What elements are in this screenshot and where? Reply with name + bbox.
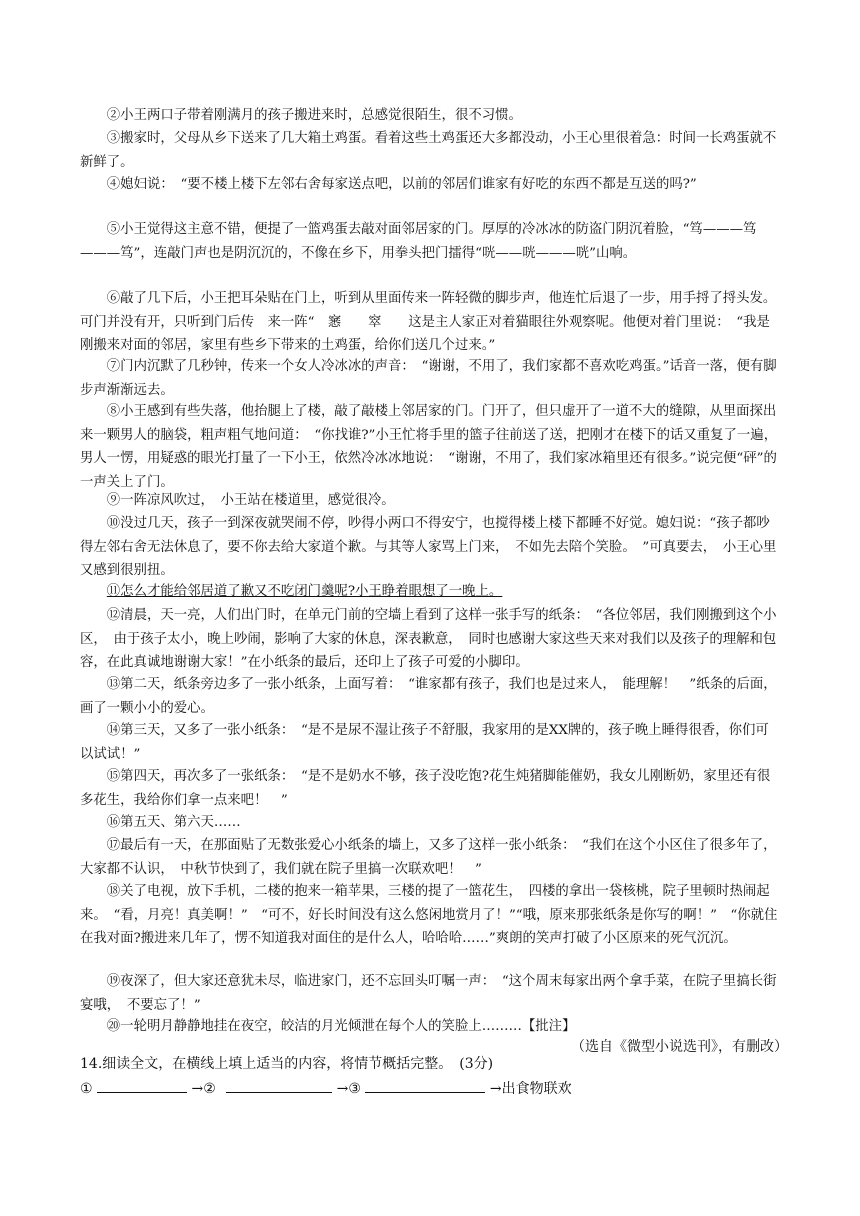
paragraph-6: ⑥敲了几下后，小王把耳朵贴在门上，听到从里面传来一阵轻微的脚步声，他连忙后退了一步，用手捋了捋头发。可门并没有开，只听到门后传 来一阵“ 窸 窣 这是主人家正对着猫眼往外观察呢。他便对着门里说： “我是刚搬来对面的邻居，家里有些乡下带来的土鸡蛋，给你们送几个过来。” (80, 291, 777, 353)
answer-blank-1[interactable] (97, 1078, 187, 1093)
blank-label-1: ① (80, 1081, 93, 1097)
blank-label-2: →② (191, 1081, 216, 1097)
blank-label-3: →③ (336, 1081, 361, 1097)
paragraph-18: ⑱关了电视，放下手机，二楼的抱来一箱苹果，三楼的提了一篮花生， 四楼的拿出一袋核桃，院子里顿时热闹起来。 “看，月亮！真美啊！” “可不，好长时间没有这么悠闲地赏月了！”“哦，原来那张纸条是你写的啊！” “你就住在我对面?搬进来几年了，愣不知道我对面住的是什么人，哈哈哈……”爽朗的笑声打破了小区原来的死气沉沉。 (80, 884, 778, 946)
paragraph-9: ⑨一阵凉风吹过， 小王站在楼道里，感觉很冷。 (106, 493, 395, 508)
paragraph-3: ③搬家时，父母从乡下送来了几大箱土鸡蛋。看着这些土鸡蛋还大多都没动，小王心里很着急：时间一长鸡蛋就不新鲜了。 (80, 131, 777, 170)
paragraph-20: ⑳一轮明月静静地挂在夜空，皎洁的月光倾泄在每个人的笑脸上………【批注】 (106, 1019, 576, 1034)
paragraph-12: ⑫清晨，天一亮，人们出门时，在单元门前的空墙上看到了这样一张手写的纸条： “各位邻居，我们刚搬到这个小区， 由于孩子太小，晚上吵闹，影响了大家的休息，深表歉意， 同时也感谢大家这些天来对我们以及孩子的理解和包容，在此真诚地谢谢大家！”在小纸条的最后，还印上了孩子可爱的小脚印。 (80, 608, 777, 670)
source-note: （选自《微型小说选刊》，有删改） (571, 1039, 788, 1055)
answer-blank-3[interactable] (365, 1078, 485, 1093)
paragraph-15: ⑮第四天，再次多了一张纸条： “是不是奶水不够，孩子没吃饱?花生炖猪脚能催奶，我女儿刚断奶，家里还有很多花生，我给你们拿一点来吧！ ” (80, 769, 771, 808)
paragraph-4: ④媳妇说： “要不楼上楼下左邻右舍每家送点吧，以前的邻居们谁家有好吃的东西不都是互送的吗?” (106, 177, 697, 192)
paragraph-2: ②小王两口子带着刚满月的孩子搬进来时，总感觉很陌生，很不习惯。 (106, 108, 522, 123)
answer-blank-2[interactable] (226, 1078, 332, 1093)
paragraph-16: ⑯第五天、第六天…… (106, 815, 241, 830)
paragraph-11: ⑪怎么才能给邻居道了歉又不吃闭门羹呢?小王睁着眼想了一晚上。 (106, 584, 503, 599)
question-14: 14.细读全文，在横线上填上适当的内容，将情节概括完整。 (3分) (80, 1056, 494, 1072)
paragraph-10: ⑩没过几天，孩子一到深夜就哭闹不停，吵得小两口不得安宁，也搅得楼上楼下都睡不好觉。媳妇说：“孩子都吵得左邻右舍无法休息了，要不你去给大家道个歉。与其等人家骂上门来， 不如先去陪个笑脸。 ”可真要去， 小王心里又感到很别扭。 (80, 516, 777, 578)
answer-blanks (80, 1078, 572, 1099)
paragraph-8: ⑧小王感到有些失落，他抬腿上了楼，敲了敲楼上邻居家的门。门开了，但只虚开了一道不大的缝隙，从里面探出来一颗男人的脑袋，粗声粗气地问道： “你找谁?”小王忙将手里的篮子往前送了送，把刚才在楼下的话又重复了一遍， 男人一愣，用疑惑的眼光打量了一下小王，依然冷冰冰地说： “谢谢，不用了，我们家冰箱里还有很多。”说完便“砰”的一声关上了门。 (80, 404, 784, 490)
paragraph-19: ⑲夜深了，但大家还意犹未尽，临进家门，还不忘回头叮嘱一声： “这个周末每家出两个拿手菜，在院子里搞长街宴哦， 不要忘了！” (80, 974, 777, 1013)
paragraph-17: ⑰最后有一天，在那面贴了无数张爱心小纸条的墙上，又多了这样一张小纸条： “我们在这个小区住了很多年了， 大家都不认识， 中秋节快到了，我们就在院子里搞一次联欢吧！ ” (80, 838, 784, 877)
paragraph-7: ⑦门内沉默了几秒钟，传来一个女人冷冰冰的声音： “谢谢，不用了，我们家都不喜欢吃鸡蛋。”话音一落，便有脚步声渐渐远去。 (80, 359, 777, 398)
paragraph-14: ⑭第三天，又多了一张小纸条： “是不是尿不湿让孩子不舒服，我家用的是XX牌的，孩子晚上睡得很香，你们可以试试！” (80, 723, 769, 762)
paragraph-13: ⑬第二天，纸条旁边多了一张小纸条，上面写着： “谁家都有孩子，我们也是过来人， 能理解！ ”纸条的后面， 画了一颗小小的爱心。 (80, 677, 784, 716)
plot-ending: →出食物联欢 (489, 1081, 572, 1097)
paragraph-5: ⑤小王觉得这主意不错，便提了一篮鸡蛋去敲对面邻居家的门。厚厚的冷冰冰的防盗门阴沉着脸，“笃———笃———笃”，连敲门声也是阴沉沉的，不像在乡下，用拳头把门擂得“咣——咣———咣”山响。 (80, 222, 757, 261)
